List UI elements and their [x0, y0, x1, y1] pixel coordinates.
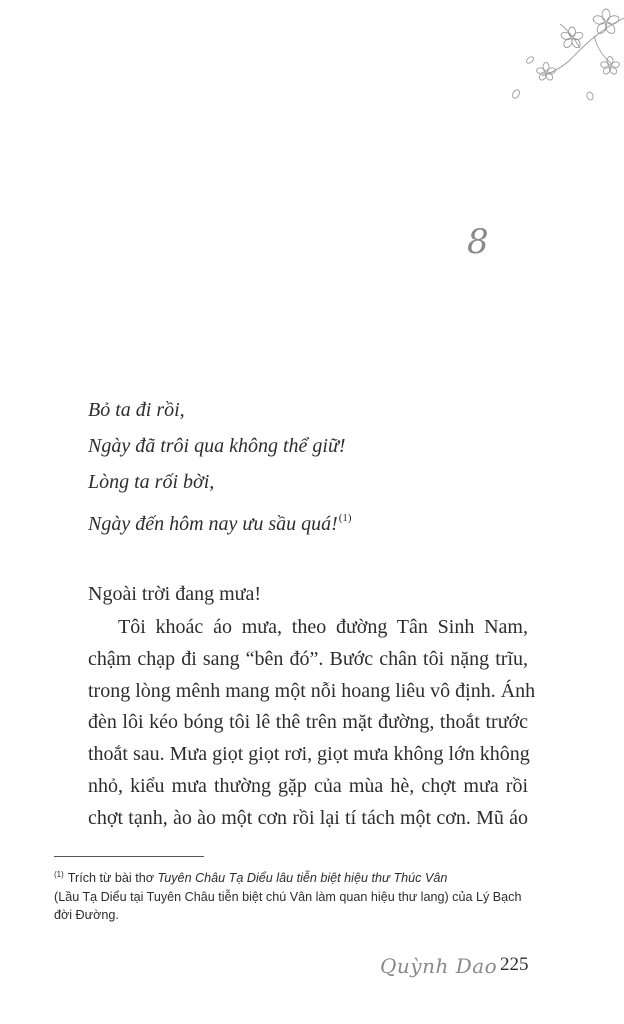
footnote-poem-title: Tuyên Châu Tạ Diểu lâu tiễn biệt hiệu thư Thúc Vân [157, 871, 448, 885]
paragraph [88, 612, 536, 835]
poem-line [88, 500, 528, 536]
poem-line: Lòng ta rối bời, [88, 471, 215, 493]
poem-line: Bỏ ta đi rồi, [88, 399, 185, 421]
footnote-rest: (Lầu Tạ Diểu tại Tuyên Châu tiễn biệt chú Vân làm quan hiệu thư lang) của Lý Bạch đời Đường. [54, 889, 522, 922]
paragraph-line: chậm chạp đi sang “bên đó”. Bước chân tôi nặng trĩu, [88, 647, 528, 670]
footnote [54, 866, 532, 925]
poem-line-text: Ngày đến hôm nay ưu sầu quá! [88, 513, 338, 535]
paragraph-line: đèn lôi kéo bóng tôi lê thê trên mặt đường, thoắt trước [88, 711, 528, 734]
paragraph-line: trong lòng mênh mang một nỗi hoang liêu vô định. Ánh [88, 679, 536, 702]
poem-line: Ngày đã trôi qua không thể giữ! [88, 435, 346, 457]
footnote-reference: (1) [338, 512, 352, 524]
poem-epigraph [88, 392, 528, 536]
author-signature: Quỳnh Dao [380, 954, 498, 978]
page-footer [380, 952, 530, 986]
paragraph-line: chợt tạnh, ào ào một cơn rồi lại tí tách một cơn. Mũ áo [88, 806, 528, 829]
cherry-blossom-branch-icon [494, 0, 624, 110]
footnote-marker: (1) [54, 870, 64, 879]
paragraph-line: nhỏ, kiểu mưa thường gặp của mùa hè, chợt mưa rồi [88, 774, 528, 797]
paragraph-line: thoắt sau. Mưa giọt giọt rơi, giọt mưa không lớn không [88, 743, 530, 766]
body-text [88, 576, 536, 835]
opening-line: Ngoài trời đang mưa! [88, 583, 262, 605]
paragraph-line: Tôi khoác áo mưa, theo đường Tân Sinh Nam, [118, 616, 528, 638]
page-number: 225 [500, 954, 529, 975]
footnote-prefix: Trích từ bài thơ [67, 871, 158, 885]
chapter-number: 8 [467, 222, 489, 262]
footnote-divider [54, 856, 204, 857]
